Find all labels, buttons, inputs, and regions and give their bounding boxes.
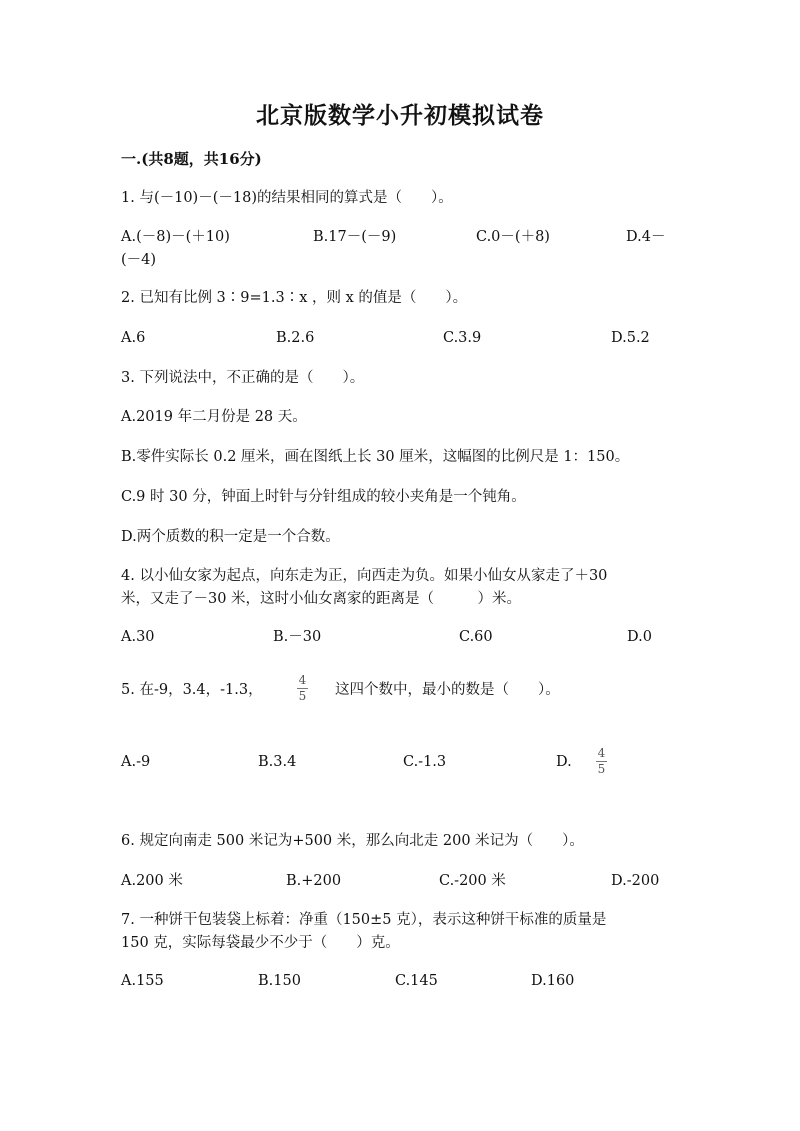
question-6-option-b: B.+200	[286, 873, 342, 889]
question-2-option-c: C.3.9	[443, 330, 482, 346]
question-3-option-b: B.零件实际长 0.2 厘米，画在图纸上长 30 厘米，这幅图的比例尺是 1：150。	[121, 449, 630, 465]
question-7-stem-line-1: 7. 一种饼干包装袋上标着：净重（150±5 克），表示这种饼干标准的质量是	[121, 912, 607, 928]
fraction-numerator: 4	[298, 673, 307, 687]
question-6-option-a: A.200 米	[121, 873, 183, 889]
question-7-option-c: C.145	[395, 973, 438, 989]
question-1-option-c: C.0－(＋8)	[476, 229, 550, 245]
question-3-option-d: D.两个质数的积一定是一个合数。	[121, 529, 340, 545]
question-1-option-b: B.17－(－9)	[313, 229, 397, 245]
question-4-option-d: D.0	[627, 629, 652, 645]
fraction-numerator: 4	[597, 746, 606, 760]
question-4-option-b: B.－30	[273, 629, 322, 645]
question-5-option-c: C.-1.3	[403, 754, 447, 770]
question-4-option-c: C.60	[459, 629, 493, 645]
fraction-denominator: 5	[298, 689, 307, 703]
question-3-stem: 3. 下列说法中，不正确的是（ ）。	[121, 370, 365, 386]
question-5-fraction	[297, 674, 308, 703]
question-4-option-a: A.30	[121, 629, 155, 645]
question-1-option-a: A.(－8)－(＋10)	[121, 229, 230, 245]
question-5-option-a: A.-9	[121, 754, 151, 770]
page-title: 北京版数学小升初模拟试卷	[256, 102, 544, 129]
question-5-stem-b: 这四个数中，最小的数是（ ）。	[335, 682, 560, 698]
question-1-option-d-continued: (－4)	[121, 252, 157, 268]
question-4-stem-line-2: 米，又走了－30 米，这时小仙女离家的距离是（ ）米。	[121, 591, 522, 607]
question-1-stem: 1. 与(－10)－(－18)的结果相同的算式是（ ）。	[121, 190, 453, 206]
question-3-option-a: A.2019 年二月份是 28 天。	[121, 409, 307, 425]
question-5-option-d: D.	[556, 754, 572, 770]
question-6-stem: 6. 规定向南走 500 米记为+500 米，那么向北走 200 米记为（ ）。	[121, 833, 584, 849]
question-7-option-d: D.160	[531, 973, 575, 989]
question-4-stem-line-1: 4. 以小仙女家为起点，向东走为正，向西走为负。如果小仙女从家走了＋30	[121, 568, 608, 584]
question-1-option-d: D.4－	[626, 229, 666, 245]
question-6-option-c: C.-200 米	[439, 873, 506, 889]
question-2-stem: 2. 已知有比例 3∶9=1.3∶x ，则 x 的值是（ ）。	[121, 290, 468, 306]
section-heading: 一.(共8题，共16分)	[121, 150, 262, 168]
question-7-option-a: A.155	[121, 973, 164, 989]
question-6-option-d: D.-200	[611, 873, 660, 889]
question-7-stem-line-2: 150 克，实际每袋最少不少于（ ）克。	[121, 935, 400, 951]
fraction-denominator: 5	[597, 762, 606, 776]
question-2-option-b: B.2.6	[276, 330, 315, 346]
question-5-option-d-fraction	[596, 747, 607, 776]
question-7-option-b: B.150	[258, 973, 301, 989]
question-2-option-a: A.6	[121, 330, 146, 346]
question-2-option-d: D.5.2	[611, 330, 650, 346]
question-3-option-c: C.9 时 30 分，钟面上时针与分针组成的较小夹角是一个钝角。	[121, 489, 526, 505]
question-5-option-b: B.3.4	[258, 754, 297, 770]
question-5-stem-a: 5. 在-9，3.4，-1.3，	[121, 682, 263, 698]
